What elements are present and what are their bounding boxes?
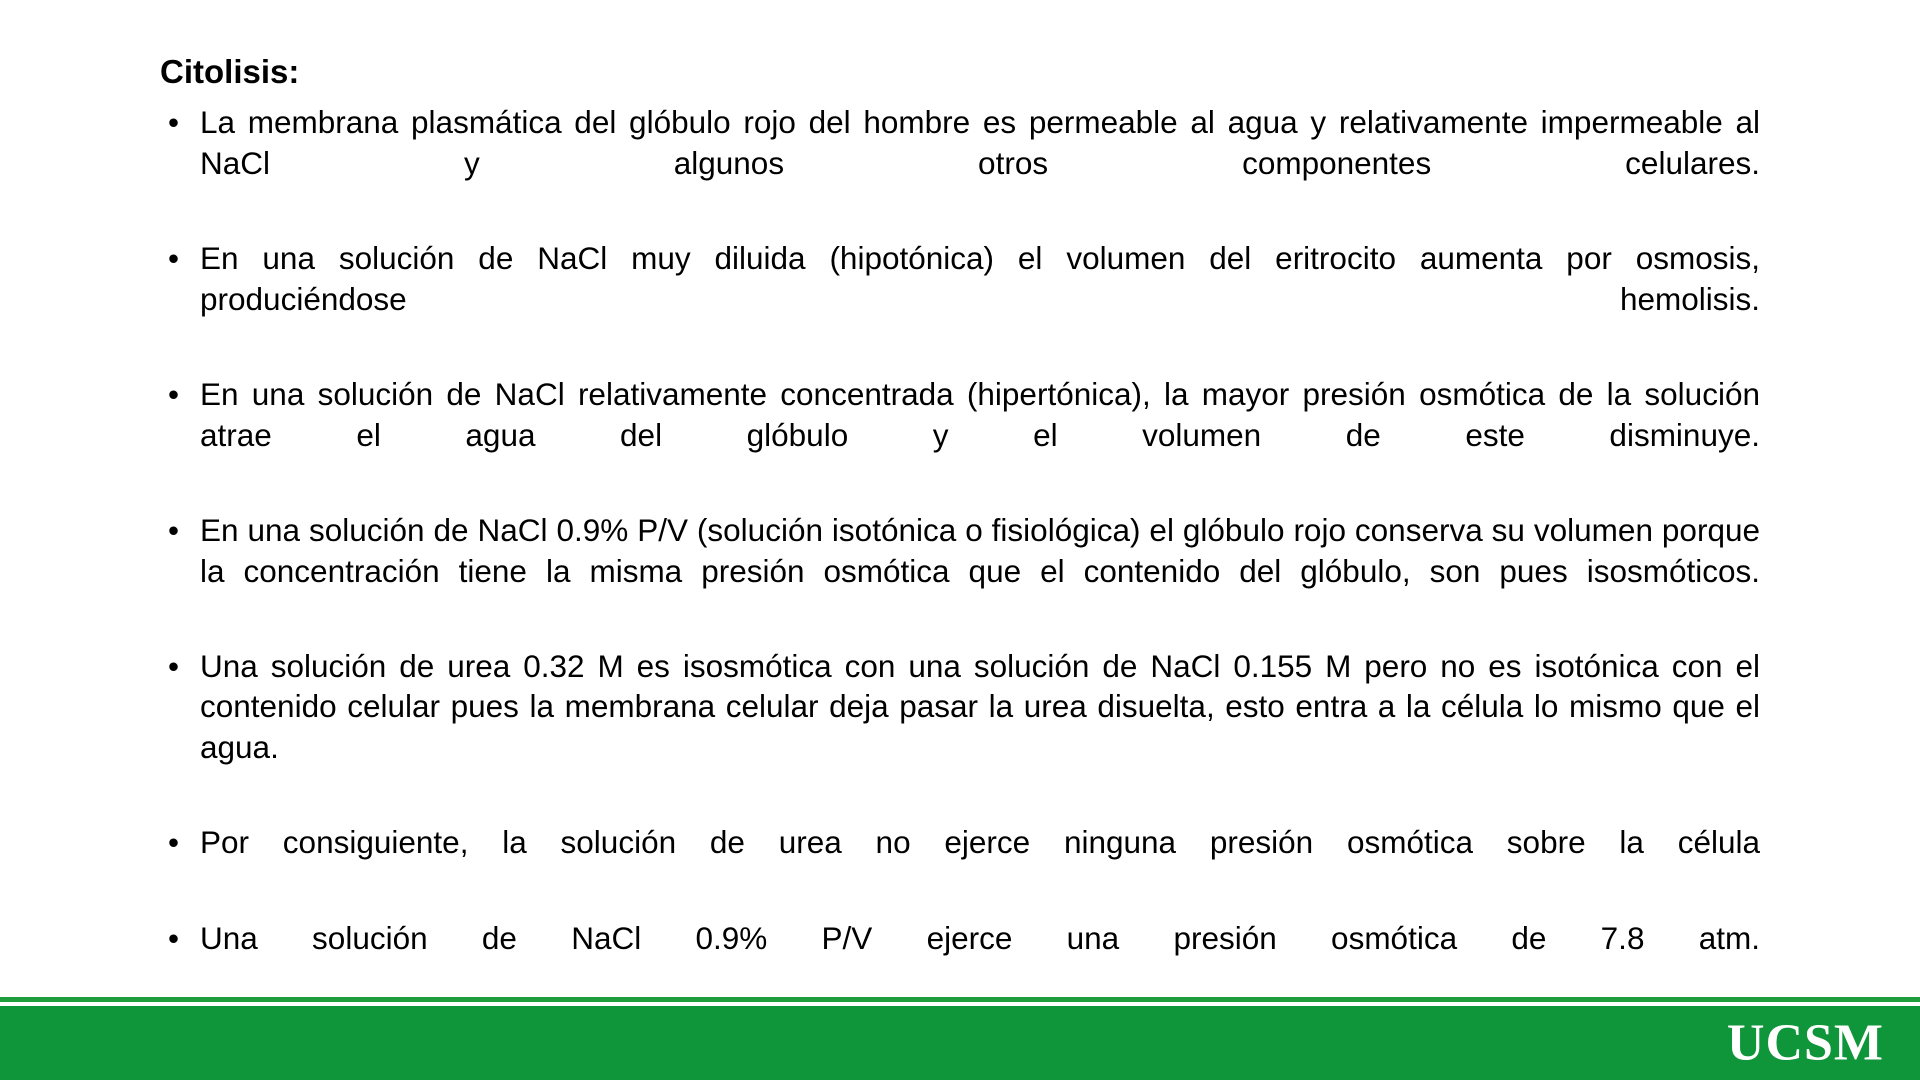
footer-divider [0, 997, 1920, 1002]
list-item [160, 822, 1760, 903]
list-item-text: En una solución de NaCl 0.9% P/V (solución isotónica o fisiológica) el glóbulo rojo conserva su volumen porque la concentración tiene la misma presión osmótica que el contenido del glóbulo, son pues isosmóticos. [200, 511, 1760, 589]
bullet-point-icon: • [168, 376, 180, 412]
page-title: Citolisis: [160, 53, 300, 90]
list-item [160, 374, 1760, 496]
footer-bar [0, 1006, 1920, 1080]
ucsm-logo: UCSM [1726, 1014, 1884, 1072]
bullet-point-icon: • [168, 240, 180, 277]
bullet-point-icon: • [168, 824, 180, 861]
list-item-text: Una solución de NaCl 0.9% P/V ejerce una presión osmótica de 7.8 atm. [200, 919, 1760, 956]
bullet-point-icon: • [168, 647, 180, 684]
bullet-point-icon: • [168, 511, 180, 548]
list-item-text: Una solución de urea 0.32 M es isosmótica con una solución de NaCl 0.155 M pero no es isotónica con el contenido celular pues la membrana celular deja pasar la urea disuelta, esto entra a la célula lo mismo que el agua. [200, 647, 1760, 765]
slide-content [160, 52, 1760, 999]
list-item-text: En una solución de NaCl muy diluida (hipotónica) el volumen del eritrocito aumenta por osmosis, produciéndose hemolisis. [200, 240, 1760, 317]
list-item [160, 102, 1760, 224]
list-item [160, 510, 1760, 632]
list-item-text: La membrana plasmática del glóbulo rojo del hombre es permeable al agua y relativamente impermeable al NaCl y algunos otros componentes celulares. [200, 104, 1760, 181]
list-item [160, 646, 1760, 809]
bullet-point-icon: • [168, 919, 180, 956]
list-item-text: Por consiguiente, la solución de urea no ejerce ninguna presión osmótica sobre la célula [200, 824, 1760, 861]
bullet-point-icon: • [168, 104, 180, 141]
list-item-text: En una solución de NaCl relativamente concentrada (hipertónica), la mayor presión osmótica de la solución atrae el agua del glóbulo y el volumen de este disminuye. [200, 376, 1760, 453]
list-item [160, 918, 1760, 999]
list-item [160, 238, 1760, 360]
bullet-list [160, 102, 1760, 999]
